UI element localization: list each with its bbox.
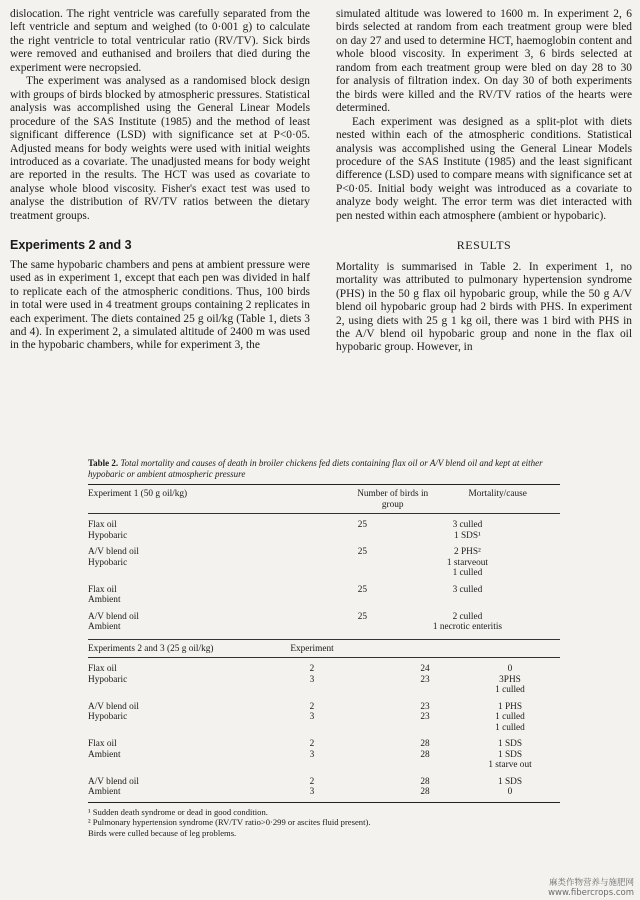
blank-cell (274, 606, 350, 623)
diet-cell: A/V blend oil (88, 701, 139, 712)
mortality-cell: 2 PHS² (454, 547, 481, 557)
experiment-cell: 2 (309, 739, 315, 749)
blank-cell (350, 733, 390, 750)
blank-cell (350, 712, 390, 723)
diet-cell: Ambient (88, 595, 121, 605)
table-row (88, 568, 560, 579)
experiment-cell (274, 723, 350, 734)
mortality-cell: 0 (507, 664, 513, 674)
mortality-cell (375, 595, 560, 606)
table-row (88, 750, 560, 761)
col-number-header: Number of birds in group (357, 489, 429, 510)
diet-cell: A/V blend oil (88, 776, 139, 787)
diet-cell (88, 760, 274, 771)
table-row (88, 723, 560, 734)
mortality-cell: 1 SDS (497, 749, 523, 760)
experiment-cell: 3 (309, 712, 315, 722)
diet-cell: A/V blend oil (88, 611, 139, 622)
footnote: ² Pulmonary hypertension syndrome (RV/TV ratio>0·299 or ascites fluid present). (88, 817, 371, 827)
blank-cell (350, 787, 390, 798)
paragraph: The experiment was analysed as a randomised block design with groups of birds blocked by atmospheric pressures. Statistical analysis was accomplished using the General Linear Models procedure of the SAS Institute (1985) and the method of least significant difference (LSD) with significance set at P<0·05. Adjusted means for body weights were used with initial weights introduced as a covariate. The unadjusted means for body weight are reported in the results. The HCT was used as covariate to analyse whole blood viscosity. Fisher's exact test was used to analyse the distribution of RV/TV ratios between the dietary treatment groups. (10, 75, 310, 222)
footnote: Birds were culled because of leg problems. (88, 827, 237, 838)
table-body (88, 640, 560, 658)
number-cell: 23 (420, 712, 430, 722)
mortality-cell: 1 culled (495, 712, 525, 722)
table-row (88, 771, 560, 788)
mortality-cell: 2 culled (452, 611, 483, 622)
number-cell (350, 595, 375, 606)
diet-cell: Hypobaric (88, 712, 128, 722)
mortality-cell: 1 SDS¹ (454, 530, 481, 541)
table-caption-text: Total mortality and causes of death in broiler chickens fed diets containing flax oil or A/V blend oil and kept at either hypobaric or ambient atmospheric pressure (88, 458, 543, 479)
blank-cell (274, 622, 350, 633)
paragraph: Mortality is summarised in Table 2. In experiment 1, no mortality was attributed to pulmonary hypertension syndrome (PHS) in the 50 g flax oil hypobaric group, while the 50 g A/V blend oil hypobaric group had 2 birds with PHS. In experiment 2, using diets with 25 g 1 kg oil, there was 1 bird with PHS in the A/V blend oil hypobaric group and none in the flax oil hypobaric group. However, in (336, 260, 632, 354)
number-cell: 25 (357, 611, 368, 622)
blank-cell (274, 558, 350, 569)
table-caption (88, 458, 560, 480)
diet-cell: Flax oil (88, 584, 117, 595)
exp23-table (88, 658, 560, 798)
blank-cell (350, 675, 390, 686)
blank-cell (274, 531, 350, 542)
table-header-row (88, 640, 560, 658)
experiment-cell (274, 760, 350, 771)
mortality-cell: 1 culled (495, 722, 525, 733)
blank-cell (274, 568, 350, 579)
diet-cell: Ambient (88, 787, 121, 797)
blank-cell (350, 696, 390, 713)
number-cell: 25 (357, 520, 368, 530)
experiment-cell: 2 (309, 701, 315, 712)
number-cell (350, 558, 375, 569)
left-column (10, 8, 310, 353)
number-cell: 28 (420, 787, 430, 797)
watermark (548, 878, 634, 898)
mortality-cell: 3 culled (452, 584, 483, 595)
blank-cell (350, 685, 390, 696)
diet-cell: Flax oil (88, 664, 117, 674)
experiment-cell (274, 685, 350, 696)
number-cell: 23 (420, 674, 430, 685)
diet-cell: A/V blend oil (88, 547, 139, 557)
table-row (88, 606, 560, 623)
number-cell (390, 723, 460, 734)
number-cell (350, 568, 375, 579)
number-cell: 28 (420, 749, 430, 760)
section-heading: RESULTS (456, 238, 512, 253)
col-experiment-header: Experiment (290, 643, 334, 654)
mortality-cell: 0 (507, 787, 513, 797)
mortality-cell: 1 PHS (497, 701, 523, 712)
table-header-row (88, 485, 560, 513)
table-row (88, 733, 560, 750)
blank-cell (274, 595, 350, 606)
table-row (88, 787, 560, 798)
diet-cell (88, 568, 274, 579)
table-row (88, 541, 560, 558)
table-label: Table 2. (88, 458, 119, 468)
diet-cell: Hypobaric (88, 530, 128, 541)
mortality-cell: 1 starve out (488, 760, 532, 770)
table-body (88, 485, 560, 513)
mortality-cell: 1 SDS (497, 776, 523, 787)
diet-cell: Hypobaric (88, 674, 128, 685)
table-row (88, 595, 560, 606)
number-cell: 24 (420, 664, 430, 674)
table-row (88, 675, 560, 686)
table-row (88, 531, 560, 542)
mortality-cell: 3PHS (499, 674, 521, 685)
exp1-header: Experiment 1 (50 g oil/kg) (88, 489, 188, 499)
table-row (88, 696, 560, 713)
experiment-cell: 3 (309, 787, 315, 797)
exp23-header: Experiments 2 and 3 (25 g oil/kg) (88, 643, 214, 654)
blank-cell (350, 771, 390, 788)
number-cell (350, 622, 375, 633)
mortality-table (88, 458, 560, 838)
experiment-cell: 2 (309, 664, 315, 674)
table-footnotes (88, 807, 560, 839)
paragraph: Each experiment was designed as a split-plot with diets nested within each of the atmospheric conditions. Statistical analysis was accomplished using the General Linear Models procedure of the SAS Institute (1985) and the least significant difference (LSD) used to compare means with significance set at P<0·05. Initial body weight was introduced as a covariate to analyze body weight. The error term was diet interacted with pen nested within each atmosphere (ambient or hypobaric). (336, 115, 632, 222)
diet-cell: Hypobaric (88, 557, 128, 568)
table-row (88, 579, 560, 596)
table-row (88, 558, 560, 569)
mortality-cell: 1 culled (495, 685, 525, 695)
diet-cell: Flax oil (88, 739, 117, 749)
diet-cell (88, 685, 274, 696)
diet-cell (88, 723, 274, 734)
table-rule (88, 802, 560, 803)
experiment-cell: 2 (309, 776, 315, 787)
col-mortality-header: Mortality/cause (468, 489, 527, 499)
diet-cell: Flax oil (88, 520, 117, 530)
blank-cell (350, 658, 390, 675)
table-row (88, 685, 560, 696)
experiment-cell: 3 (309, 749, 315, 760)
paragraph: dislocation. The right ventricle was carefully separated from the left ventricle and septum and weighed (to 0·001 g) to calculate the right ventricle to total ventricular ratio (RV/TV). Sick birds were removed and euthanised and broilers that died during the experiment were necropsied. (10, 8, 310, 74)
footnote: ¹ Sudden death syndrome or dead in good condition. (88, 806, 268, 817)
diet-cell: Ambient (88, 749, 121, 760)
right-column (336, 8, 632, 355)
table-row (88, 514, 560, 531)
watermark-line: www.fibercrops.com (548, 888, 634, 898)
watermark-line: 麻类作物营养与施肥网 (548, 878, 634, 888)
blank-cell (274, 541, 350, 558)
blank-cell (350, 723, 390, 734)
diet-cell: Ambient (88, 622, 121, 632)
mortality-cell: 1 necrotic enteritis (432, 622, 503, 632)
number-cell: 23 (420, 701, 430, 712)
paragraph: simulated altitude was lowered to 1600 m. In experiment 2, 6 birds selected at random from each treatment group were bled on day 27 and used to determine HCT, haemoglobin content and whole blood viscosity. In experiment 3, 6 birds selected at random from each treatment group were bled on day 28 to 30 for analysis of filtration index. On day 30 of both experiments the birds were killed and the RV/TV ratios of the hearts were determined. (336, 8, 632, 115)
blank-cell (350, 750, 390, 761)
table-row (88, 622, 560, 633)
number-cell: 25 (357, 547, 368, 557)
mortality-cell: 3 culled (452, 520, 483, 530)
number-cell (390, 760, 460, 771)
number-cell: 28 (420, 739, 430, 749)
table-row (88, 658, 560, 675)
number-cell: 28 (420, 776, 430, 787)
blank-cell (350, 760, 390, 771)
mortality-cell: 1 starveout (446, 557, 488, 568)
number-cell (390, 685, 460, 696)
table-row (88, 760, 560, 771)
mortality-cell: 1 culled (452, 568, 483, 578)
blank-cell (274, 579, 350, 596)
number-cell: 25 (357, 584, 368, 595)
experiment-cell: 3 (309, 674, 315, 685)
table-row (88, 712, 560, 723)
mortality-cell: 1 SDS (497, 739, 523, 749)
section-heading: Experiments 2 and 3 (10, 238, 132, 253)
paragraph: The same hypobaric chambers and pens at ambient pressure were used as in experiment 1, except that each pen was divided in half to replicate each of the atmospheric conditions. Thus, 100 birds in total were used in 4 treatment groups containing 2 replicates in each experiment. The diets contained 25 g oil/kg (Table 1, diets 3 and 4). In experiment 2, a simulated altitude of 2400 m was used in the hypobaric chambers, while for experiment 3, the (10, 258, 310, 352)
number-cell (350, 531, 375, 542)
blank-cell (274, 514, 350, 531)
exp1-table (88, 514, 560, 633)
